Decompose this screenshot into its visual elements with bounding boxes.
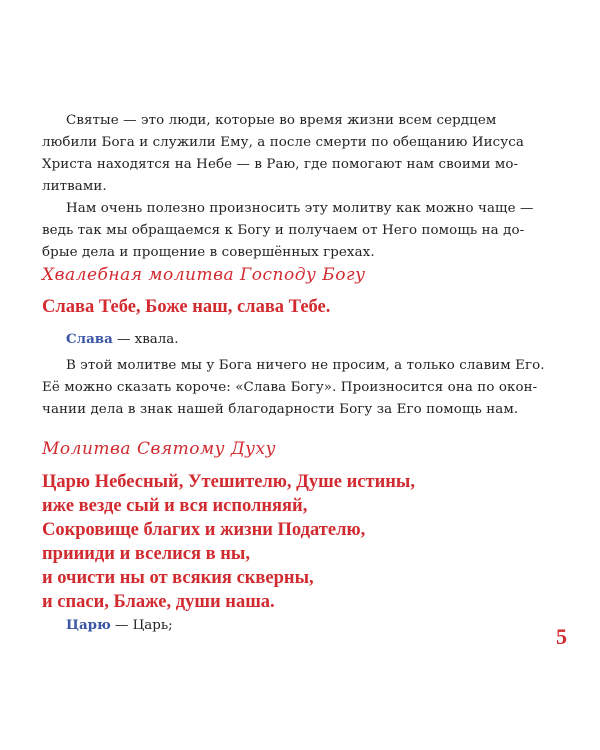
text-line: чании дела в знак нашей благодарности Богу за Его помощь нам. <box>42 402 519 417</box>
prayer-line: приииди и вселися в ны, <box>42 544 250 564</box>
prayer-line: Слава Тебе, Боже наш, слава Тебе. <box>42 297 331 317</box>
gloss-slava <box>66 331 179 347</box>
text-line: Святые — это люди, которые во время жизни всем сердцем <box>66 113 497 128</box>
praise-explanation <box>42 355 545 421</box>
section-heading-holy-spirit: Молитва Святому Духу <box>42 439 276 459</box>
text-line: брые дела и прощение в совершённых грехах. <box>42 245 375 260</box>
prayer-line: и спаси, Блаже, души наша. <box>42 592 275 612</box>
gloss-definition: — хвала. <box>112 332 179 347</box>
text-line: Нам очень полезно произносить эту молитву как можно чаще — <box>66 201 534 216</box>
prayer-line: Сокровище благих и жизни Подателю, <box>42 520 366 540</box>
prayer-line: иже везде сый и вся исполняяй, <box>42 496 308 516</box>
gloss-term: Царю <box>66 617 111 633</box>
text-line: В этой молитве мы у Бога ничего не просим, а только славим Его. <box>66 358 545 373</box>
prayer-line: и очисти ны от всякия скверны, <box>42 568 314 588</box>
section-heading-praise: Хвалебная молитва Господу Богу <box>42 265 366 285</box>
text-line: Её можно сказать короче: «Слава Богу». Произносится она по окон- <box>42 380 538 395</box>
prayer-line: Царю Небесный, Утешителю, Душе истины, <box>42 472 415 492</box>
gloss-tsaryu <box>66 617 173 633</box>
praise-prayer <box>42 295 330 319</box>
text-line: любили Бога и служили Ему, а после смерти по обещанию Иисуса <box>42 135 524 150</box>
gloss-definition: — Царь; <box>110 618 173 633</box>
text-line: литвами. <box>42 179 107 194</box>
page-number: 5 <box>556 624 567 649</box>
gloss-term: Слава <box>66 331 113 347</box>
intro-text <box>42 110 542 264</box>
text-line: Христа находятся на Небе — в Раю, где помогают нам своими мо- <box>42 157 519 172</box>
text-line: ведь так мы обращаемся к Богу и получаем от Него помощь на до- <box>42 223 525 238</box>
holy-spirit-prayer <box>42 470 415 614</box>
